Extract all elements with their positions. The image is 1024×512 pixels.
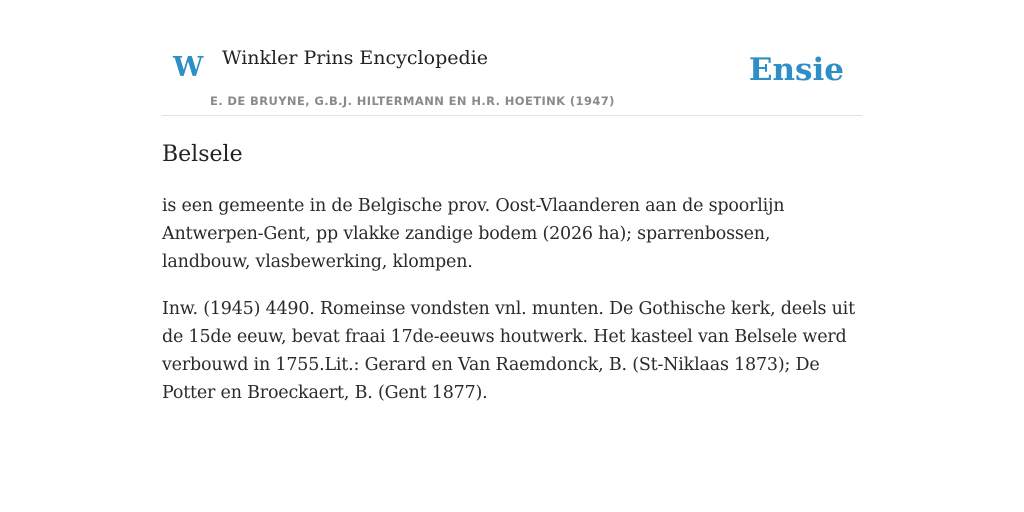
article-paragraph: is een gemeente in de Belgische prov. Oost-Vlaanderen aan de spoorlijn Antwerpen-Gent, pp vlakke zandige bodem (2026 ha); sparrenbossen, landbouw, vlasbewerking, klompen.: [162, 196, 785, 272]
publication-logo[interactable]: W: [173, 52, 204, 83]
ensie-logo-link[interactable]: Ensie: [748, 52, 844, 88]
publication-authors: E. DE BRUYNE, G.B.J. HILTERMANN EN H.R. HOETINK (1947): [210, 94, 615, 108]
article-paragraph: Inw. (1945) 4490. Romeinse vondsten vnl. munten. De Gothische kerk, deels uit de 15de eeuw, bevat fraai 17de-eeuws houtwerk. Het kasteel van Belsele werd verbouwd in 1755.Lit.: Gerard en Van Raemdonck, B. (St-Niklaas 1873); De Potter en Broeckaert, B. (Gent 1877).: [162, 299, 855, 403]
publication-header: [162, 30, 862, 116]
article-body: [162, 192, 862, 426]
publication-title[interactable]: Winkler Prins Encyclopedie: [222, 47, 488, 69]
article-headword: Belsele: [162, 142, 243, 167]
